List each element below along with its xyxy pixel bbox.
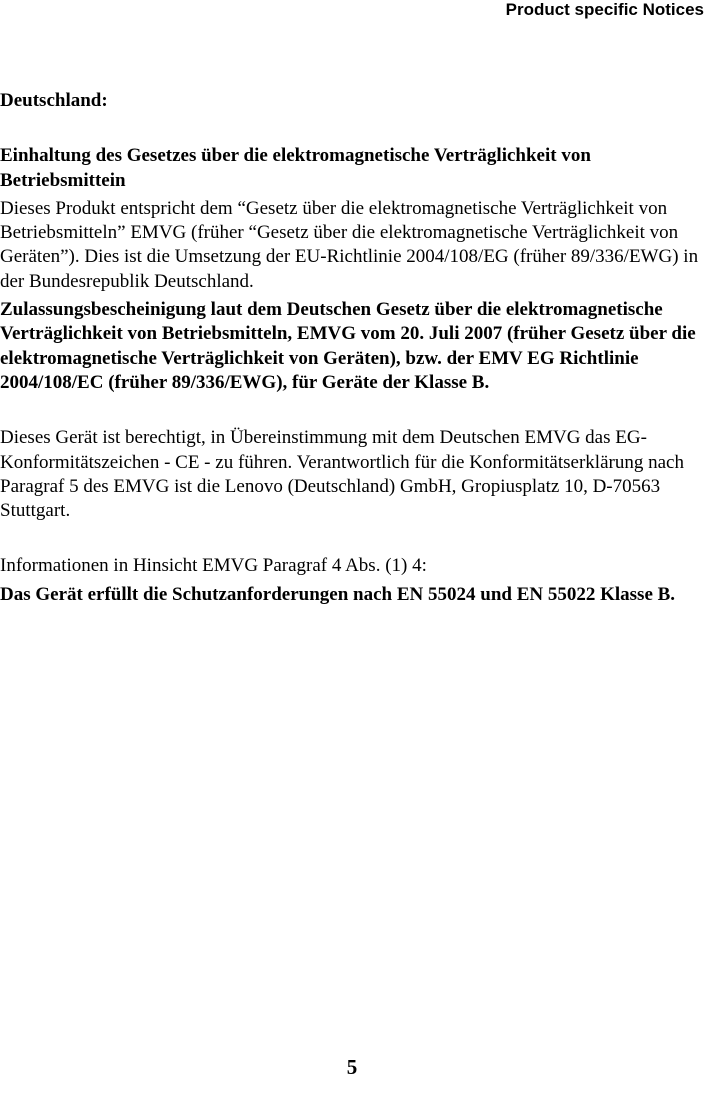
approval-heading: Zulassungsbescheinigung laut dem Deutschen Gesetz über die elektromagnetische Verträglichkeit von Betriebsmitteln, EMVG vom 20. Juli 2007 (früher Gesetz über die elektromagnetische Verträglichkeit von Geräten), bzw. der EMV EG Richtlinie 2004/108/EC (früher 89/336/EWG), für Geräte der Klasse B. bbox=[0, 299, 696, 393]
compliance-statement: Das Gerät erfüllt die Schutzanforderungen nach EN 55024 und EN 55022 Klasse B. bbox=[0, 583, 676, 605]
emv-heading: Einhaltung des Gesetzes über die elektromagnetische Verträglichkeit von Betriebsmittein bbox=[0, 145, 591, 191]
info-paragraph: Informationen in Hinsicht EMVG Paragraf 4 Abs. (1) 4: bbox=[0, 555, 427, 577]
running-header: Product specific Notices bbox=[505, 0, 704, 19]
emv-paragraph: Dieses Produkt entspricht dem “Gesetz über die elektromagnetische Verträglichkeit von Betriebsmitteln” EMVG (früher “Gesetz über die elektromagnetische Verträglichkeit von Geräten”). Dies ist die Umsetzung der EU-Richtlinie 2004/108/EG (früher 89/336/EWG) in der Bundesrepublik Deutschland. bbox=[0, 197, 699, 292]
approval-paragraph: Dieses Gerät ist berechtigt, in Übereinstimmung mit dem Deutschen EMVG das EG-Konformitätszeichen - CE - zu führen. Verantwortlich für die Konformitätserklärung nach Paragraf 5 des EMVG ist die Lenovo (Deutschland) GmbH, Gropiusplatz 10, D-70563 Stuttgart. bbox=[0, 427, 684, 522]
page-content bbox=[0, 89, 704, 607]
country-heading: Deutschland: bbox=[0, 90, 108, 111]
page-number: 5 bbox=[346, 1055, 358, 1079]
